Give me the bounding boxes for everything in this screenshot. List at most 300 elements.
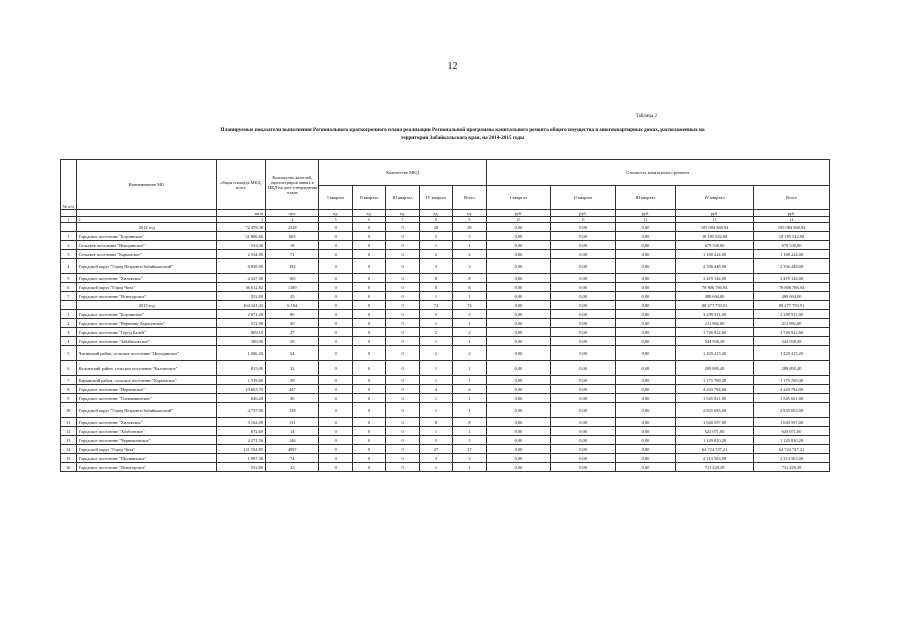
table-cell: 3 [61, 328, 77, 337]
year-total-row [61, 301, 830, 310]
table-cell: 0 [386, 361, 419, 376]
table-cell: 28 [453, 223, 486, 232]
table-cell: Городское поселение "Забайкальское" [76, 337, 216, 346]
table-cell: ед. [319, 210, 352, 217]
header-name: Наименование МО [76, 160, 216, 210]
table-cell: 0,00 [551, 283, 616, 292]
table-cell: 0 [319, 376, 352, 385]
units-row [61, 210, 830, 217]
table-cell: 0,00 [551, 436, 616, 445]
table-cell: 3 419 144,00 [676, 274, 754, 283]
document-title-line-1: Планируемые показатели выполнения Регионального краткосрочного плана реализации Региональной программы капитального ремонта общего имущества в многоквартирных домах, расположенных на [220, 127, 705, 133]
table-cell: 1 [453, 241, 486, 250]
table-cell: 1 [419, 319, 452, 328]
table-cell: 0,00 [615, 274, 675, 283]
table-row [61, 361, 830, 376]
table-cell: 0 [352, 283, 385, 292]
table-cell: 14 [266, 427, 319, 436]
table-row [61, 394, 830, 403]
table-cell: 165 [266, 274, 319, 283]
table-cell: 0,00 [551, 337, 616, 346]
table-cell: 826,20 [216, 394, 265, 403]
table-cell: 0,00 [551, 376, 616, 385]
table-cell: 0,00 [551, 385, 616, 394]
table-row [61, 250, 830, 259]
table-cell: 0 [352, 445, 385, 454]
table-cell: 1 997,30 [216, 454, 265, 463]
table-cell: 0 [319, 310, 352, 319]
table-cell: 8 [453, 274, 486, 283]
table-cell: Городское поселение "Ясногорское" [76, 463, 216, 472]
table-cell: 0,00 [486, 436, 551, 445]
table-cell: 0,00 [551, 310, 616, 319]
table-cell: 2015 год [76, 301, 216, 310]
table-cell: 1 [419, 361, 452, 376]
table-cell: 64 724 747,21 [754, 445, 830, 454]
table-cell: 0,00 [615, 337, 675, 346]
table-cell: 0 [352, 274, 385, 283]
document-title-line-2: территории Забайкальского края, на 2014-2015 годы [400, 135, 525, 141]
table-cell: 0 [352, 463, 385, 472]
table-cell: 0,00 [551, 463, 616, 472]
table-cell: 6 [352, 217, 385, 223]
table-row [61, 292, 830, 301]
table-cell: 0,00 [486, 427, 551, 436]
table-cell: 0,00 [615, 346, 675, 361]
table-cell: Карымский район, сельское поселение "Карымское" [76, 376, 216, 385]
table-cell: 0 [386, 283, 419, 292]
table-cell: 0,00 [551, 454, 616, 463]
table-cell: 105 084 368,94 [754, 223, 830, 232]
table-cell: 2 336 448,00 [754, 259, 830, 274]
table-cell: 0 [352, 385, 385, 394]
table-cell: 0 [319, 385, 352, 394]
table-cell: 39 [266, 376, 319, 385]
table-cell: 0 [386, 454, 419, 463]
table-cell: 0 [386, 385, 419, 394]
table-cell: 54 [266, 346, 319, 361]
table-cell: 5 [419, 436, 452, 445]
table-cell: 1 [419, 337, 452, 346]
table-cell: 36 612,82 [216, 283, 265, 292]
table-cell: 4 [453, 385, 486, 394]
table-cell: 0 [352, 301, 385, 310]
table-cell: 0 [319, 436, 352, 445]
table-cell: 78 806 786,94 [754, 283, 830, 292]
table-cell: Городской округ "Город Чита" [76, 445, 216, 454]
table-cell: 0,00 [486, 445, 551, 454]
table-cell: Калганский район, сельское поселение "Калганское" [76, 361, 216, 376]
table-row [61, 463, 830, 472]
table-cell: 1 429 415,20 [754, 346, 830, 361]
table-row [61, 436, 830, 445]
table-cell: 0 [352, 361, 385, 376]
table-cell: 11 [551, 217, 616, 223]
header-mkd-q4: IV квартал [419, 186, 452, 210]
table-cell: чел. [266, 210, 319, 217]
table-cell: 3 419 144,00 [754, 274, 830, 283]
table-cell: 0 [352, 241, 385, 250]
table-cell: 0,00 [551, 418, 616, 427]
table-cell: 74 [419, 301, 452, 310]
table-cell: 7 [61, 376, 77, 385]
table-cell: 13 [61, 436, 77, 445]
table-cell: 0,00 [551, 346, 616, 361]
table-cell: 1 726 922,66 [676, 328, 754, 337]
table-cell: 5 [453, 310, 486, 319]
table-cell: 0,00 [615, 385, 675, 394]
table-cell: 3 162,00 [216, 418, 265, 427]
table-cell: 0,00 [615, 361, 675, 376]
table-cell: 0 [386, 394, 419, 403]
table-cell: 0 [319, 328, 352, 337]
table-row [61, 283, 830, 292]
table-cell: 0,00 [486, 337, 551, 346]
table-cell: Читинский район, сельское поселение "Ингодинское" [76, 346, 216, 361]
table-row [61, 445, 830, 454]
table-row [61, 259, 830, 274]
table-cell: 0 [386, 274, 419, 283]
table-cell: 32 [266, 361, 319, 376]
table-cell: 0 [352, 310, 385, 319]
table-cell: 0 [386, 250, 419, 259]
table-cell: 0,00 [615, 445, 675, 454]
table-cell: 0,00 [615, 301, 675, 310]
table-cell: 2014 год [76, 223, 216, 232]
table-cell: 18 185 542,00 [754, 232, 830, 241]
table-row [61, 427, 830, 436]
table-cell: ед. [386, 210, 419, 217]
table-cell: 12 [61, 427, 77, 436]
table-cell: Городское поселение "Шилкинское" [76, 454, 216, 463]
table-cell: Городское поселение "Оловяннинское" [76, 394, 216, 403]
table-cell: руб. [615, 210, 675, 217]
table-cell: 30 [266, 319, 319, 328]
table-cell: 0,00 [551, 274, 616, 283]
table-cell: руб. [551, 210, 616, 217]
table-cell: 6 184 [266, 301, 319, 310]
table-cell: 2 671,20 [216, 310, 265, 319]
table-cell: 289 895,40 [676, 361, 754, 376]
table-cell: 1 168 224,00 [676, 250, 754, 259]
table-cell: 7 [61, 292, 77, 301]
table-cell: 0,00 [486, 328, 551, 337]
table-cell: 1 640 597,00 [676, 418, 754, 427]
table-cell: 0 [319, 319, 352, 328]
header-cost-total: Всего [754, 186, 830, 210]
table-cell: 0 [319, 445, 352, 454]
table-cell: 25 [266, 463, 319, 472]
table-cell: 679 530,00 [754, 241, 830, 250]
table-cell: 0,00 [551, 394, 616, 403]
table-cell: 0 [352, 328, 385, 337]
table-cell: кв.м [216, 210, 265, 217]
table-cell: 11 [61, 418, 77, 427]
table-cell: 88 277 759,91 [754, 301, 830, 310]
table-cell: 0,00 [615, 328, 675, 337]
table-cell: 0,00 [486, 310, 551, 319]
table-cell: 1 [419, 292, 452, 301]
table-cell: 8 [419, 283, 452, 292]
table-cell: 0,00 [551, 250, 616, 259]
table-cell: 2 336 448,00 [676, 259, 754, 274]
table-cell: 1 [61, 217, 77, 223]
table-cell: 1 429 415,20 [676, 346, 754, 361]
table-cell: 6 049,90 [216, 259, 265, 274]
table-cell: 0,00 [486, 454, 551, 463]
table-cell: 8 [419, 418, 452, 427]
table-cell: 0 [319, 346, 352, 361]
table-cell: 544 938,38 [754, 337, 830, 346]
table-row [61, 454, 830, 463]
table-cell: 0 [319, 427, 352, 436]
table-cell: 30 [266, 394, 319, 403]
table-cell: 5 [61, 346, 77, 361]
table-cell: 0,00 [615, 376, 675, 385]
table-cell: 1 [453, 292, 486, 301]
table-cell: Городское поселение "Хилокское" [76, 274, 216, 283]
table-cell: 0,00 [486, 274, 551, 283]
table-cell: 1 175 769,40 [676, 376, 754, 385]
table-cell: 78 806 786,94 [676, 283, 754, 292]
table-cell: 12 [615, 217, 675, 223]
table-cell: 1189 [266, 283, 319, 292]
table-cell: 2 [419, 328, 452, 337]
table-row [61, 403, 830, 418]
table-cell: 9 [453, 217, 486, 223]
table-cell: 0,00 [615, 259, 675, 274]
table-cell: 14 [754, 217, 830, 223]
table-cell: 552,80 [216, 463, 265, 472]
table-cell: 0 [352, 436, 385, 445]
table-cell: 2 271,50 [216, 436, 265, 445]
header-cost-q1: I квартал [486, 186, 551, 210]
table-cell: 0,00 [551, 292, 616, 301]
table-cell: 0 [386, 337, 419, 346]
table-cell: 0,00 [486, 361, 551, 376]
table-cell: 0,00 [486, 394, 551, 403]
table-row [61, 385, 830, 394]
table-cell: 1 [453, 376, 486, 385]
table-cell: 0 [319, 454, 352, 463]
table-cell: 0 [352, 259, 385, 274]
table-cell: 2 534,90 [216, 250, 265, 259]
table-cell: 13 [676, 217, 754, 223]
table-cell: 0 [319, 337, 352, 346]
table-cell: 146 [266, 436, 319, 445]
table-cell: 0 [352, 292, 385, 301]
table-cell: 131 [266, 418, 319, 427]
table-cell [61, 210, 77, 217]
table-cell: 3 [419, 454, 452, 463]
table-cell: 1 640 597,00 [754, 418, 830, 427]
table-cell: 16 [61, 463, 77, 472]
table-cell: 0 [386, 346, 419, 361]
table-cell: Городское поселение "Борзинское" [76, 232, 216, 241]
table-cell: 1 006,20 [216, 346, 265, 361]
table-cell: 809,18 [216, 328, 265, 337]
table-cell: 211 982,00 [754, 319, 830, 328]
table-cell: 0,00 [551, 223, 616, 232]
table-cell: 5 [453, 436, 486, 445]
table-cell: 0,00 [615, 463, 675, 472]
table-cell: 37 [419, 445, 452, 454]
table-cell: 1 [453, 427, 486, 436]
table-cell: 5 [319, 217, 352, 223]
table-cell: 10 [486, 217, 551, 223]
table-cell: 2 835 693,00 [676, 403, 754, 418]
table-cell: 0,00 [615, 241, 675, 250]
table-cell: 7 [386, 217, 419, 223]
table-cell: 0 [386, 259, 419, 274]
table-cell: 0,00 [486, 385, 551, 394]
table-cell: 0,00 [486, 301, 551, 310]
table-cell: 3 209 911,00 [676, 310, 754, 319]
table-cell: Городской округ "Город Чита" [76, 283, 216, 292]
table-cell: 0,00 [615, 310, 675, 319]
table-cell: 0,00 [551, 232, 616, 241]
table-cell: 1 [419, 403, 452, 418]
table-cell: 447 [266, 385, 319, 394]
table-cell: 0,00 [551, 427, 616, 436]
table-cell: 0 [386, 463, 419, 472]
table-cell: 0 [319, 394, 352, 403]
year-total-row [61, 223, 830, 232]
table-cell: 0,00 [551, 403, 616, 418]
table-cell: Городское поселение "Борзинское" [76, 310, 216, 319]
table-cell: 488 694,00 [676, 292, 754, 301]
table-cell: 2 835 693,00 [754, 403, 830, 418]
table-cell: 80 [266, 310, 319, 319]
table-label: Таблица 2 [635, 114, 657, 119]
table-cell: Городское поселение "Холбонское" [76, 427, 216, 436]
table-cell: 0 [352, 337, 385, 346]
table-cell: 1 [419, 376, 452, 385]
table-cell: 37 [453, 445, 486, 454]
table-cell: 1 168 224,00 [754, 250, 830, 259]
document-title [55, 126, 870, 142]
table-cell: 0 [386, 301, 419, 310]
table-cell: 0,00 [486, 418, 551, 427]
table-cell: 2 [453, 328, 486, 337]
table-cell: руб. [754, 210, 830, 217]
table-cell: 0,00 [615, 223, 675, 232]
table-cell: 0,00 [615, 427, 675, 436]
table-cell: 0,00 [486, 223, 551, 232]
table-cell: 533,30 [216, 241, 265, 250]
table-cell: Городской округ "Город Петровск-Забайкальский" [76, 403, 216, 418]
table-cell: 0,00 [551, 301, 616, 310]
table-cell: 0 [319, 241, 352, 250]
table-cell: 74 [453, 301, 486, 310]
table-cell: 731 429,38 [676, 463, 754, 472]
table-cell: 1 [419, 394, 452, 403]
table-cell: 0 [319, 361, 352, 376]
header-mkd-q3: III квартал [386, 186, 419, 210]
header-residents: Количество жителей, зарегистриров анных в МКД на дату утверждения плана [266, 160, 319, 210]
table-cell: 4 327,00 [216, 274, 265, 283]
header-cost-q4: IV квартал [676, 186, 754, 210]
table-cell [61, 301, 77, 310]
table-cell: 0 [386, 445, 419, 454]
header-mkd-q1: I квартал [319, 186, 352, 210]
table-cell: 4 243 794,00 [676, 385, 754, 394]
header-mkd-count: Количество МКД [319, 160, 486, 186]
table-cell: 0 [386, 241, 419, 250]
table-cell: 0,00 [615, 418, 675, 427]
table-cell: 2 [61, 319, 77, 328]
table-cell: 18 185 542,00 [676, 232, 754, 241]
table-cell: 0 [386, 427, 419, 436]
table-cell: 625 071,00 [676, 427, 754, 436]
table-cell: 0 [352, 250, 385, 259]
table-cell: 5 [453, 232, 486, 241]
table-cell: 27 [266, 328, 319, 337]
table-cell: 9 [61, 394, 77, 403]
table-cell: 1 545 021,00 [754, 394, 830, 403]
table-cell: 72 478,38 [216, 223, 265, 232]
table-cell: 0,00 [486, 346, 551, 361]
table-cell: 0 [386, 376, 419, 385]
table-cell: 72 [266, 250, 319, 259]
table-cell: 10 663,70 [216, 385, 265, 394]
table-cell: 2328 [266, 223, 319, 232]
table-cell: 0 [352, 346, 385, 361]
table-cell: 8 [419, 217, 452, 223]
table-cell: 0 [352, 319, 385, 328]
table-cell: 5 [61, 274, 77, 283]
table-cell: 0 [352, 394, 385, 403]
table-cell: 0 [352, 232, 385, 241]
table-cell: 1 129 810,28 [676, 436, 754, 445]
header-num: № п/п [61, 160, 77, 210]
table-cell: 0 [352, 418, 385, 427]
table-cell: 0,00 [615, 436, 675, 445]
table-cell: Городское поселение "Ясногорское" [76, 292, 216, 301]
table-cell: 1 [453, 394, 486, 403]
table-cell: 4 [61, 337, 77, 346]
table-cell: 0 [319, 283, 352, 292]
table-cell: Сельское поселение "Ингодинское" [76, 241, 216, 250]
table-cell: 0,00 [486, 319, 551, 328]
table-cell: 679 530,00 [676, 241, 754, 250]
table-cell: Городское поселение "Хилокское" [76, 418, 216, 427]
table-cell: 105 084 368,94 [676, 223, 754, 232]
table-cell: 289 895,40 [754, 361, 830, 376]
table-cell: 1 [453, 463, 486, 472]
table-cell: 194 [266, 259, 319, 274]
table-cell: Городское поселение "Город Балей" [76, 328, 216, 337]
table-cell: 4 [61, 259, 77, 274]
table-cell: 4 [266, 217, 319, 223]
table-cell: 131 554,85 [216, 445, 265, 454]
table-cell: 0 [319, 403, 352, 418]
table-cell: 0 [319, 292, 352, 301]
table-cell: 1 [453, 337, 486, 346]
table-cell: 8 [419, 274, 452, 283]
plan-table [60, 159, 830, 472]
table-cell: 0,00 [486, 292, 551, 301]
table-cell: ед. [453, 210, 486, 217]
table-cell: 14 [61, 445, 77, 454]
table-cell: 138 [266, 403, 319, 418]
table-cell: 672,60 [216, 427, 265, 436]
table-cell: 6 [61, 283, 77, 292]
table-cell: 2 [61, 241, 77, 250]
table-cell: 0,00 [486, 403, 551, 418]
table-cell: 1 129 810,28 [754, 436, 830, 445]
table-cell: 4997 [266, 445, 319, 454]
